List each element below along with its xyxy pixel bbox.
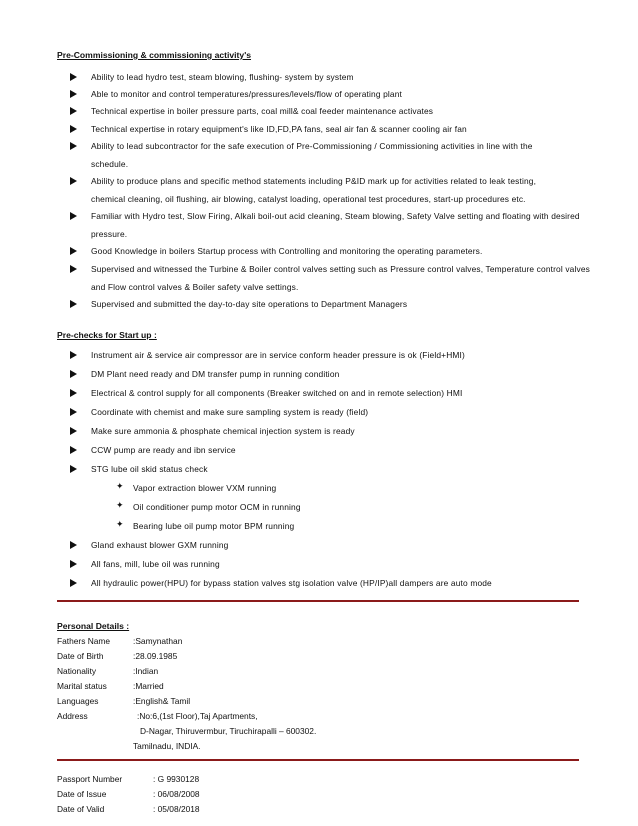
marital-status-label: Marital status	[57, 681, 107, 691]
list-item: CCW pump are ready and ibn service	[91, 445, 236, 455]
pre-commissioning-heading: Pre-Commissioning & commissioning activity's	[57, 50, 252, 60]
address-line-2: D-Nagar, Thiruvermbur, Tiruchirapalli – 600302.	[140, 726, 317, 736]
address-line-1: :No:6,(1st Floor),Taj Apartments,	[137, 711, 258, 721]
list-item: Coordinate with chemist and make sure sampling system is ready (field)	[91, 407, 369, 417]
star-bullet-icon: ✦	[116, 501, 124, 511]
list-item: Supervised and witnessed the Turbine & Boiler control valves setting such as Pressure control valves, Temperature control valves	[91, 264, 590, 274]
passport-number-value: : G 9930128	[153, 774, 200, 784]
list-item-continuation: pressure.	[91, 229, 128, 239]
list-item-continuation: schedule.	[91, 159, 129, 169]
bullet-arrow-icon	[70, 465, 77, 473]
nationality-label: Nationality	[57, 666, 97, 676]
list-item: Supervised and submitted the day-to-day site operations to Department Managers	[91, 299, 408, 309]
pre-checks-heading: Pre-checks for Start up :	[57, 330, 157, 340]
star-bullet-icon: ✦	[116, 520, 124, 530]
list-item: Electrical & control supply for all components (Breaker switched on and in remote selection) HMI	[91, 388, 463, 398]
bullet-arrow-icon	[70, 408, 77, 416]
list-item: Gland exhaust blower GXM running	[91, 540, 229, 550]
bullet-arrow-icon	[70, 90, 77, 98]
bullet-arrow-icon	[70, 107, 77, 115]
valid-date-value: : 05/08/2018	[153, 804, 200, 814]
list-item: STG lube oil skid status check	[91, 464, 208, 474]
marital-status-value: :Married	[133, 681, 164, 691]
sub-list-item: Vapor extraction blower VXM running	[133, 483, 277, 493]
address-line-3: Tamilnadu, INDIA.	[133, 741, 201, 751]
list-item: Familiar with Hydro test, Slow Firing, Alkali boil-out acid cleaning, Steam blowing, Safety Valve setting and floating with desired	[91, 211, 580, 221]
bullet-arrow-icon	[70, 125, 77, 133]
list-item: Ability to produce plans and specific method statements including P&ID mark up for activities related to leak testing,	[91, 176, 537, 186]
bullet-arrow-icon	[70, 177, 77, 185]
father-name-label: Fathers Name	[57, 636, 111, 646]
sub-list-item: Bearing lube oil pump motor BPM running	[133, 521, 295, 531]
section-divider	[57, 759, 579, 761]
issue-date-label: Date of Issue	[57, 789, 107, 799]
address-label: Address	[57, 711, 88, 721]
list-item: Good Knowledge in boilers Startup process with Controlling and monitoring the operating parameters.	[91, 246, 483, 256]
personal-details-heading: Personal Details :	[57, 621, 130, 631]
bullet-arrow-icon	[70, 579, 77, 587]
bullet-arrow-icon	[70, 212, 77, 220]
list-item: Technical expertise in boiler pressure parts, coal mill& coal feeder maintenance activates	[91, 106, 434, 116]
list-item: All fans, mill, lube oil was running	[91, 559, 220, 569]
list-item-continuation: and Flow control valves & Boiler safety valve settings.	[91, 282, 299, 292]
bullet-arrow-icon	[70, 541, 77, 549]
bullet-arrow-icon	[70, 351, 77, 359]
sub-list-item: Oil conditioner pump motor OCM in running	[133, 502, 301, 512]
passport-number-label: Passport Number	[57, 774, 123, 784]
list-item: Ability to lead subcontractor for the safe execution of Pre-Commissioning / Commissioning activities in line with the	[91, 141, 533, 151]
father-name-value: :Samynathan	[133, 636, 183, 646]
list-item: DM Plant need ready and DM transfer pump in running condition	[91, 369, 340, 379]
bullet-arrow-icon	[70, 73, 77, 81]
bullet-arrow-icon	[70, 300, 77, 308]
list-item: Technical expertise in rotary equipment's like ID,FD,PA fans, seal air fan & scanner cooling air fan	[91, 124, 467, 134]
languages-value: :English& Tamil	[133, 696, 191, 706]
dob-label: Date of Birth	[57, 651, 104, 661]
list-item: Instrument air & service air compressor are in service conform header pressure is ok (Field+HMI)	[91, 350, 465, 360]
valid-date-label: Date of Valid	[57, 804, 105, 814]
bullet-arrow-icon	[70, 370, 77, 378]
list-item-continuation: chemical cleaning, oil flushing, air blowing, catalyst loading, operational test procedures, start-up procedures etc.	[91, 194, 526, 204]
bullet-arrow-icon	[70, 560, 77, 568]
list-item: Ability to lead hydro test, steam blowing, flushing- system by system	[91, 72, 354, 82]
bullet-arrow-icon	[70, 142, 77, 150]
dob-value: :28.09.1985	[133, 651, 178, 661]
bullet-arrow-icon	[70, 389, 77, 397]
list-item: All hydraulic power(HPU) for bypass station valves stg isolation valve (HP/IP)all dampers are auto mode	[91, 578, 492, 588]
nationality-value: :Indian	[133, 666, 159, 676]
list-item: Make sure ammonia & phosphate chemical injection system is ready	[91, 426, 355, 436]
section-divider	[57, 600, 579, 602]
languages-label: Languages	[57, 696, 99, 706]
issue-date-value: : 06/08/2008	[153, 789, 200, 799]
list-item: Able to monitor and control temperatures/pressures/levels/flow of operating plant	[91, 89, 403, 99]
bullet-arrow-icon	[70, 427, 77, 435]
bullet-arrow-icon	[70, 265, 77, 273]
bullet-arrow-icon	[70, 247, 77, 255]
star-bullet-icon: ✦	[116, 482, 124, 492]
bullet-arrow-icon	[70, 446, 77, 454]
